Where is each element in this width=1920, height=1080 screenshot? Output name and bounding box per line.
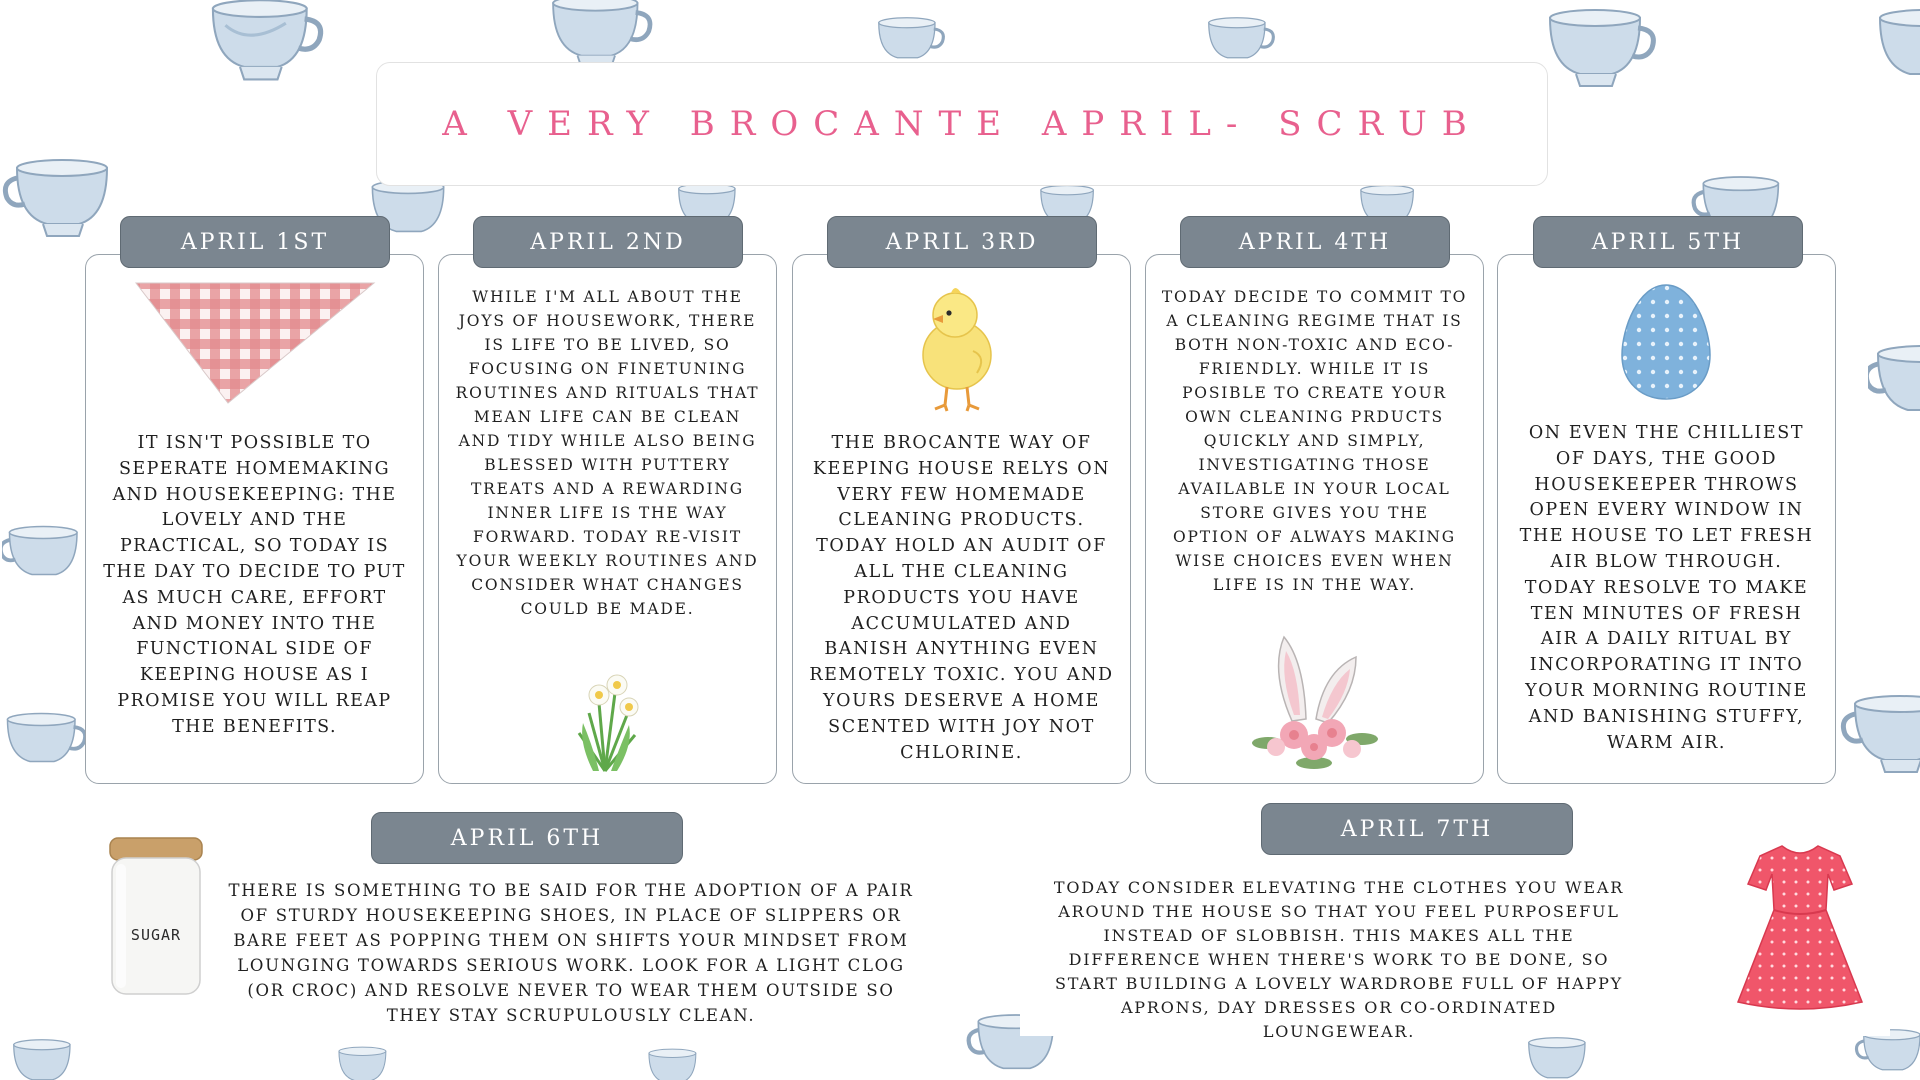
day-card-april-5 <box>1497 254 1836 784</box>
teacup-icon <box>1870 4 1920 100</box>
easter-egg-icon <box>1618 281 1714 403</box>
sugar-jar-icon <box>106 834 206 998</box>
gingham-napkin-icon <box>130 279 380 409</box>
day-card-april-2 <box>438 254 777 784</box>
teacup-icon <box>2 154 132 250</box>
teacup-icon <box>2 510 92 606</box>
day-text: IT ISN'T POSSIBLE TO SEPERATE HOMEMAKING AND HOUSEKEEPING: THE LOVELY AND THE PRACTICAL, SO TODAY IS THE DAY TO DECIDE TO PUT AS MUCH CARE, EFFORT AND MONEY INTO THE FUNCTIONAL SIDE OF KEEPING HOUSE AS I PROMISE YOU WILL REAP THE BENEFITS. <box>103 433 406 737</box>
red-dress-icon <box>1730 840 1870 1012</box>
bunny-ears-flowers-icon <box>1244 631 1386 777</box>
teacup-icon <box>1868 340 1920 436</box>
day-text: THERE IS SOMETHING TO BE SAID FOR THE ADOPTION OF A PAIR OF STURDY HOUSEKEEPING SHOES, IN PLACE OF SLIPPERS OR BARE FEET AS POPPING THEM ON SHIFTS YOUR MINDSET FROM LOUNGING TOWARDS SERIOUS WORK. LOOK FOR A LIGHT CLOG (OR CROC) AND RESOLVE NEVER TO WEAR THEM OUTSIDE SO THEY STAY SCRUPULOUSLY CLEAN. <box>228 881 914 1025</box>
title-banner <box>376 62 1548 186</box>
teacup-icon <box>620 1046 730 1080</box>
day-card-april-3 <box>792 254 1131 784</box>
teacup-icon <box>1535 4 1665 100</box>
teacup-icon <box>1840 690 1920 786</box>
day-text: WHILE I'M ALL ABOUT THE JOYS OF HOUSEWORK, THERE IS LIFE TO BE LIVED, SO FOCUSING ON FINETUNING ROUTINES AND RITUALS THAT MEAN LIFE CAN BE CLEAN AND TIDY WHILE ALSO BEING BLESSED WITH PUTTERY TREATS AND A REWARDING INNER LIFE IS THE WAY FORWARD. TODAY RE-VISIT YOUR WEEKLY ROUTINES AND CONSIDER WHAT CHANGES COULD BE MADE. <box>455 288 760 618</box>
day-text: TODAY DECIDE TO COMMIT TO A CLEANING REGIME THAT IS BOTH NON-TOXIC AND ECO-FRIENDLY. WHILE IT IS POSIBLE TO CREATE YOUR OWN CLEANING PRDUCTS QUICKLY AND SIMPLY, INVESTIGATING THOSE AVAILABLE IN YOUR LOCAL STORE GIVES YOU THE OPTION OF ALWAYS MAKING WISE CHOICES EVEN WHEN LIFE IS IN THE WAY. <box>1161 288 1468 594</box>
day-label: APRIL 2ND <box>473 216 743 268</box>
teacup-icon <box>300 1044 430 1080</box>
day-label: APRIL 7TH <box>1261 803 1573 855</box>
day-label: APRIL 6TH <box>371 812 683 864</box>
day-label: APRIL 1ST <box>120 216 390 268</box>
teacup-icon <box>0 700 90 790</box>
day-card-april-4 <box>1145 254 1484 784</box>
day-text: THE BROCANTE WAY OF KEEPING HOUSE RELYS ON VERY FEW HOMEMADE CLEANING PRODUCTS. TODAY HOLD AN AUDIT OF ALL THE CLEANING PRODUCTS YOU HAVE ACCUMULATED AND BANISH ANYTHING EVEN REMOTELY TOXIC. YOU AND YOURS DESERVE A HOME SCENTED WITH JOY NOT CHLORINE. <box>809 433 1114 763</box>
day-text: TODAY CONSIDER ELEVATING THE CLOTHES YOU WEAR AROUND THE HOUSE SO THAT YOU FEEL PURPOSEFUL INSTEAD OF SLOBBISH. THIS MAKES ALL THE DIFFERENCE WHEN THERE'S WORK TO BE DONE, SO START BUILDING A LOVELY WARDROBE FULL OF HAPPY APRONS, DAY DRESSES OR CO-ORDINATED LOUNGEWEAR. <box>1053 878 1625 1041</box>
teacup-icon <box>0 1036 90 1080</box>
day-label: APRIL 4TH <box>1180 216 1450 268</box>
day-text: ON EVEN THE CHILLIEST OF DAYS, THE GOOD HOUSEKEEPER THROWS OPEN EVERY WINDOW IN THE HOUSE TO LET FRESH AIR BLOW THROUGH. TODAY RESOLVE TO MAKE TEN MINUTES OF FRESH AIR A DAILY RITUAL BY INCORPORATING IT INTO YOUR MORNING ROUTINE AND BANISHING STUFFY, WARM AIR. <box>1519 423 1814 753</box>
daffodils-icon <box>549 663 661 775</box>
day-label: APRIL 5TH <box>1533 216 1803 268</box>
jar-label: SUGAR <box>130 926 182 944</box>
page-title: A VERY BROCANTE APRIL- SCRUB <box>442 104 1482 144</box>
day-label: APRIL 3RD <box>827 216 1097 268</box>
day-card-april-1 <box>85 254 424 784</box>
chick-icon <box>911 281 1003 413</box>
teacup-icon <box>200 0 330 94</box>
